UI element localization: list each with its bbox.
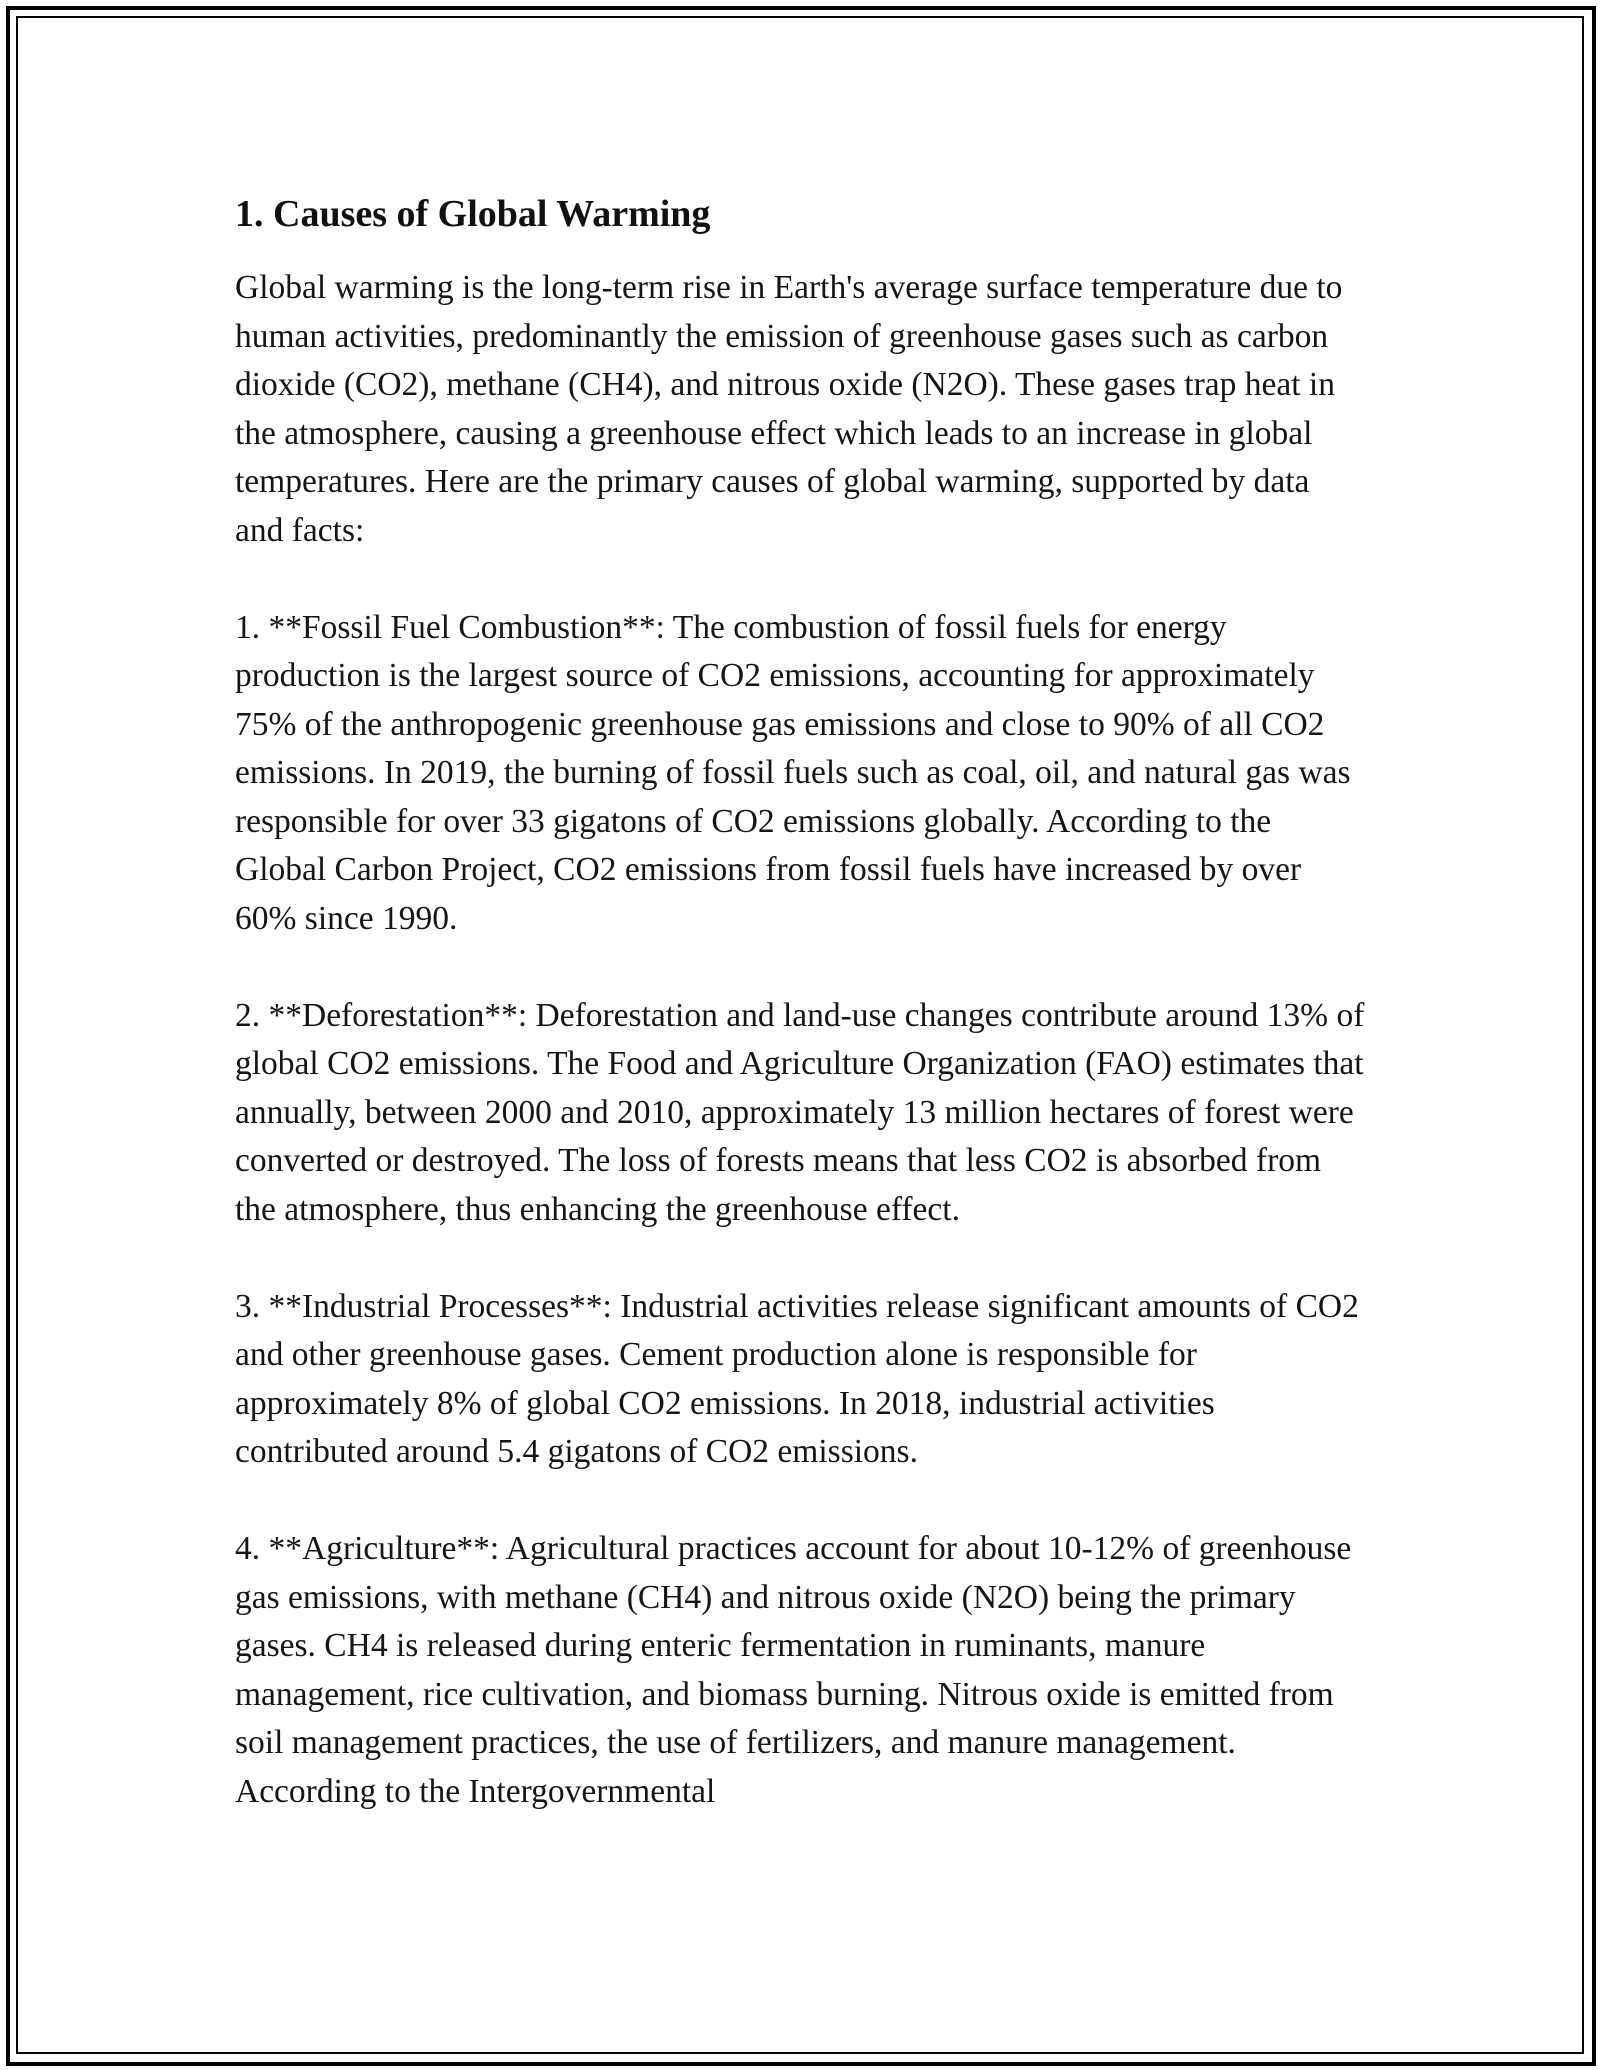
intro-paragraph: Global warming is the long-term rise in Earth's average surface temperature due to human activities, predominantly the emission of greenhouse gases such as carbon dioxide (CO2), methane (CH4), and nitrous oxide (N2O). These gases trap heat in the atmosphere, causing a greenhouse effect which leads to an increase in global temperatures. Here are the primary causes of global warming, supported by data and facts:	[235, 269, 1343, 549]
industrial-paragraph: 3. **Industrial Processes**: Industrial activities release significant amounts of CO2 and other greenhouse gases. Cement production alone is responsible for approximately 8% of global CO2 emissions. In 2018, industrial activities contributed around 5.4 gigatons of CO2 emissions.	[235, 1287, 1359, 1470]
deforestation-paragraph: 2. **Deforestation**: Deforestation and land-use changes contribute around 13% of global CO2 emissions. The Food and Agriculture Organization (FAO) estimates that annually, between 2000 and 2010, approximately 13 million hectares of forest were converted or destroyed. The loss of forests means that less CO2 is absorbed from the atmosphere, thus enhancing the greenhouse effect.	[235, 996, 1365, 1228]
section-heading: 1. Causes of Global Warming	[235, 193, 711, 235]
fossil-fuel-paragraph: 1. **Fossil Fuel Combustion**: The combustion of fossil fuels for energy production is the largest source of CO2 emissions, accounting for approximately 75% of the anthropogenic greenhouse gas emissions and close to 90% of all CO2 emissions. In 2019, the burning of fossil fuels such as coal, oil, and natural gas was responsible for over 33 gigatons of CO2 emissions globally. According to the Global Carbon Project, CO2 emissions from fossil fuels have increased by over 60% since 1990.	[235, 608, 1351, 937]
agriculture-paragraph: 4. **Agriculture**: Agricultural practices account for about 10-12% of greenhouse gas emissions, with methane (CH4) and nitrous oxide (N2O) being the primary gases. CH4 is released during enteric fermentation in ruminants, manure management, rice cultivation, and biomass burning. Nitrous oxide is emitted from soil management practices, the use of fertilizers, and manure management. According to the Intergovernmental	[235, 1530, 1352, 1810]
document-body	[235, 190, 1365, 1865]
